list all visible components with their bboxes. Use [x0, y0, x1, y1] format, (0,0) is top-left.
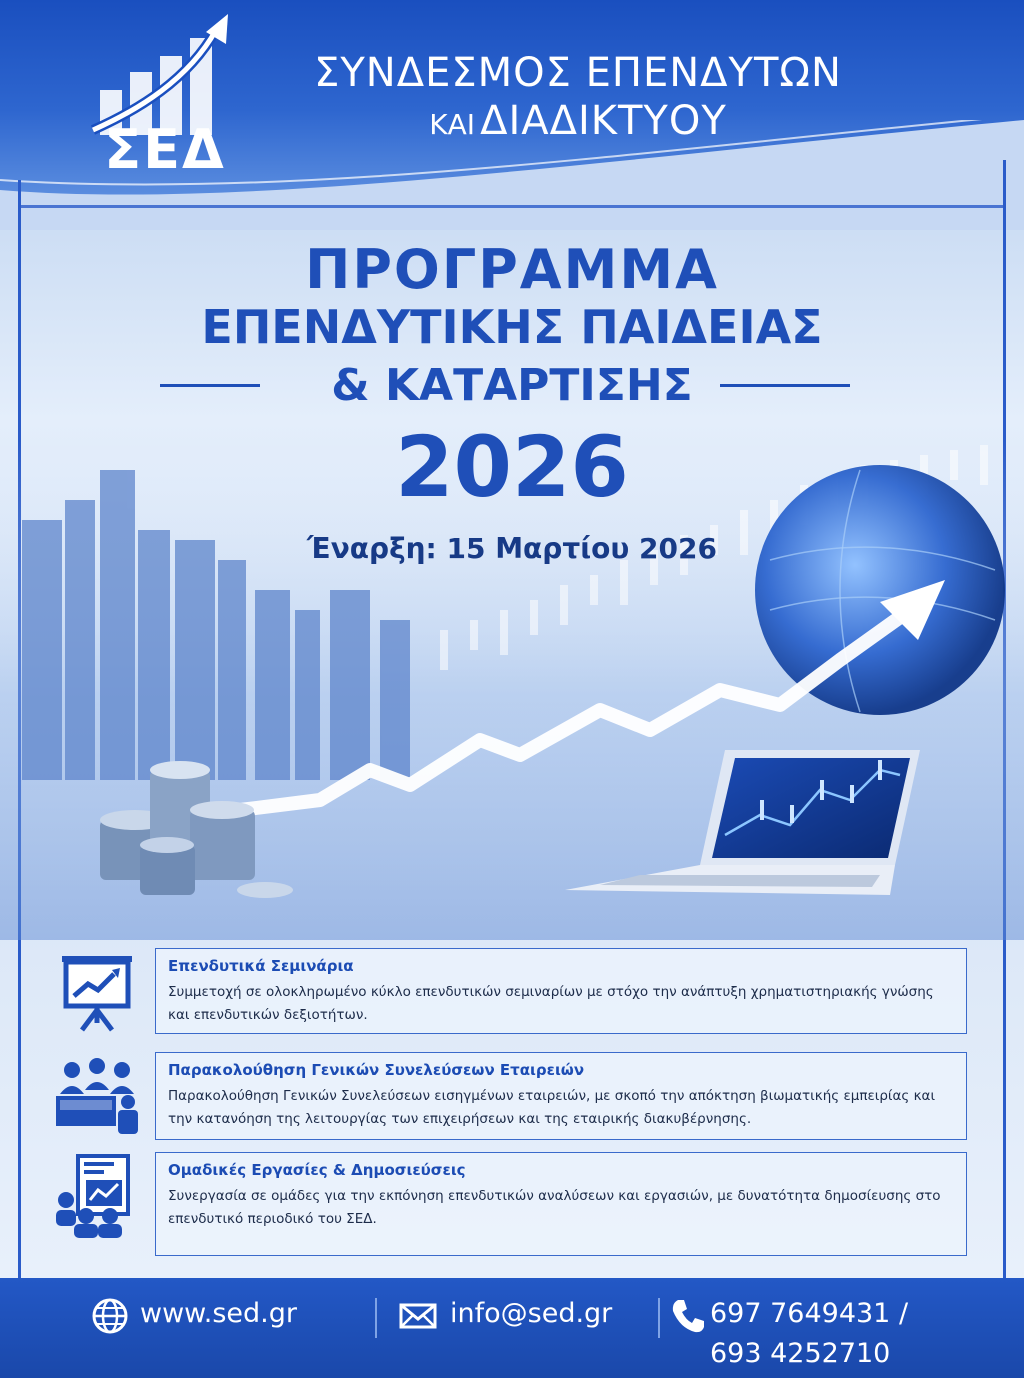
- website-link[interactable]: www.sed.gr: [140, 1298, 297, 1329]
- org-name-line2: [268, 98, 888, 144]
- email-link[interactable]: info@sed.gr: [450, 1298, 613, 1329]
- logo-text: ΣΕΔ: [104, 118, 226, 181]
- phone-number-2[interactable]: 693 4252710: [710, 1338, 891, 1369]
- org-name-line1: ΣΥΝΔΕΣΜΟΣ ΕΠΕΝΔΥΤΩΝ: [314, 50, 842, 96]
- card-title: Ομαδικές Εργασίες & Δημοσιεύσεις: [168, 1161, 466, 1179]
- program-title-line3: & ΚΑΤΑΡΤΙΣΗΣ: [331, 360, 693, 411]
- org-name-and: ΚΑΙ: [429, 108, 475, 141]
- card-text: Παρακολούθηση Γενικών Συνελεύσεων εισηγμένων εταιρειών, με σκοπό την απόκτηση βιωματικής εμπειρίας και την κατανόηση της λειτουργίας των επιχειρήσεων και της εταιρικής διακυβέρνησης.: [168, 1088, 936, 1127]
- org-name-internet: ΔΙΑΔΙΚΤΥΟΥ: [480, 98, 727, 144]
- team-report-icon: [52, 1150, 142, 1240]
- frame-top-line: [18, 205, 1006, 208]
- footer-separator: [658, 1298, 660, 1338]
- title-rule-right: [720, 384, 850, 387]
- phone-number-1[interactable]: 697 7649431 /: [710, 1298, 909, 1329]
- title-rule-left: [160, 384, 260, 387]
- program-title-line1: ΠΡΟΓΡΑΜΜΑ: [305, 238, 719, 301]
- program-year: 2026: [395, 418, 629, 516]
- card-text: Συμμετοχή σε ολοκληρωμένο κύκλο επενδυτικών σεμιναρίων με στόχο την ανάπτυξη χρηματιστηριακής γνώσης και επενδυτικών δεξιοτήτων.: [168, 984, 934, 1023]
- globe-icon: [90, 1296, 130, 1336]
- footer: [0, 1278, 1024, 1378]
- footer-separator: [375, 1298, 377, 1338]
- card-seminars: [155, 948, 967, 1034]
- program-title-line2: ΕΠΕΝΔΥΤΙΚΗΣ ΠΑΙΔΕΙΑΣ: [201, 300, 823, 354]
- envelope-icon: [398, 1296, 438, 1336]
- card-text: Συνεργασία σε ομάδες για την εκπόνηση επενδυτικών αναλύσεων και εργασιών, με δυνατότητα δημοσίευσης στο επενδυτικό περιοδικό του ΣΕΔ.: [168, 1188, 941, 1227]
- header-band: [0, 0, 1024, 200]
- start-date: Έναρξη: 15 Μαρτίου 2026: [307, 532, 717, 565]
- card-team-projects: [155, 1152, 967, 1256]
- phone-icon: [668, 1296, 708, 1336]
- meeting-people-icon: [52, 1050, 142, 1140]
- card-title: Παρακολούθηση Γενικών Συνελεύσεων Εταιρειών: [168, 1061, 585, 1079]
- card-general-meetings: [155, 1052, 967, 1140]
- presentation-chart-icon: [52, 948, 142, 1038]
- card-title: Επενδυτικά Σεμινάρια: [168, 957, 354, 975]
